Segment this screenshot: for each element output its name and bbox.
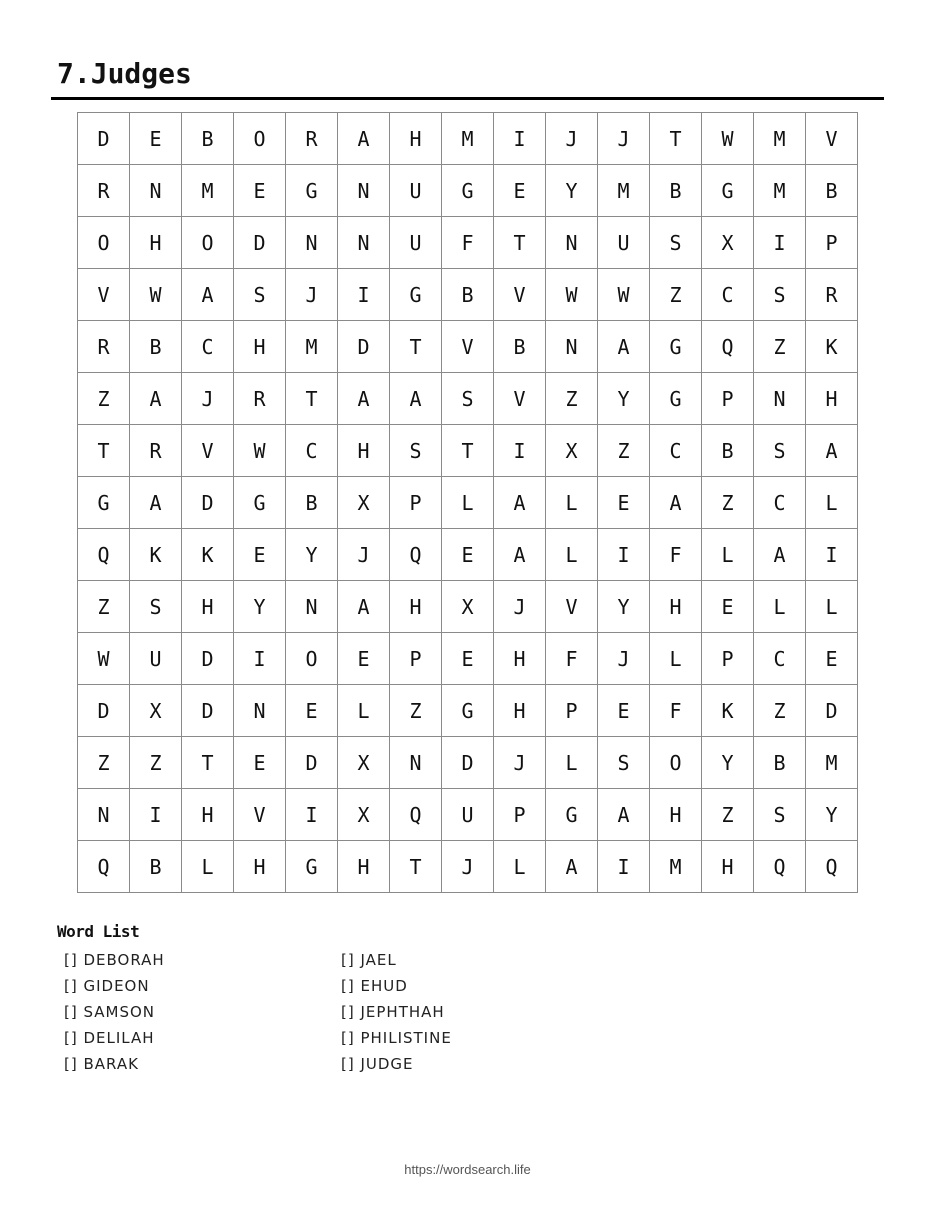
grid-cell: E [130, 113, 182, 165]
grid-cell: J [338, 529, 390, 581]
grid-cell: G [442, 685, 494, 737]
grid-cell: D [182, 685, 234, 737]
grid-row [78, 321, 858, 373]
grid-cell: J [442, 841, 494, 893]
word-list-item: [] EHUD [341, 977, 408, 995]
grid-cell: V [494, 373, 546, 425]
grid-cell: H [494, 685, 546, 737]
grid-cell: N [130, 165, 182, 217]
grid-cell: F [442, 217, 494, 269]
grid-cell: G [546, 789, 598, 841]
grid-cell: H [182, 581, 234, 633]
grid-cell: X [442, 581, 494, 633]
grid-row [78, 165, 858, 217]
grid-row [78, 529, 858, 581]
word-list-item: [] GIDEON [64, 977, 150, 995]
grid-cell: S [754, 269, 806, 321]
grid-cell: B [130, 841, 182, 893]
grid-cell: G [650, 373, 702, 425]
grid-cell: Q [702, 321, 754, 373]
grid-cell: O [286, 633, 338, 685]
grid-cell: J [598, 633, 650, 685]
grid-cell: N [338, 165, 390, 217]
grid-cell: A [390, 373, 442, 425]
grid-cell: A [650, 477, 702, 529]
grid-cell: Q [754, 841, 806, 893]
grid-cell: T [390, 321, 442, 373]
grid-cell: H [234, 321, 286, 373]
grid-cell: Z [78, 373, 130, 425]
grid-cell: G [78, 477, 130, 529]
grid-cell: G [442, 165, 494, 217]
grid-cell: O [78, 217, 130, 269]
grid-cell: H [130, 217, 182, 269]
grid-cell: J [546, 113, 598, 165]
grid-cell: T [442, 425, 494, 477]
grid-cell: O [650, 737, 702, 789]
grid-cell: L [494, 841, 546, 893]
title-divider [51, 97, 884, 100]
grid-cell: L [650, 633, 702, 685]
word-list-item: [] JAEL [341, 951, 397, 969]
grid-cell: N [390, 737, 442, 789]
grid-cell: I [338, 269, 390, 321]
grid-cell: L [546, 529, 598, 581]
grid-cell: H [650, 581, 702, 633]
grid-cell: B [494, 321, 546, 373]
grid-cell: H [650, 789, 702, 841]
grid-cell: N [286, 217, 338, 269]
grid-cell: J [494, 581, 546, 633]
grid-cell: L [806, 477, 858, 529]
grid-cell: M [182, 165, 234, 217]
grid-cell: P [546, 685, 598, 737]
grid-cell: Y [546, 165, 598, 217]
grid-cell: V [546, 581, 598, 633]
grid-cell: T [494, 217, 546, 269]
grid-cell: I [286, 789, 338, 841]
grid-cell: A [754, 529, 806, 581]
grid-cell: M [806, 737, 858, 789]
word-list-item: [] SAMSON [64, 1003, 156, 1021]
grid-cell: Z [390, 685, 442, 737]
grid-cell: G [650, 321, 702, 373]
word-list-item: [] JUDGE [341, 1055, 414, 1073]
grid-cell: N [78, 789, 130, 841]
grid-cell: E [286, 685, 338, 737]
grid-cell: I [806, 529, 858, 581]
grid-cell: H [390, 581, 442, 633]
grid-cell: N [546, 217, 598, 269]
grid-cell: G [286, 841, 338, 893]
grid-cell: L [546, 737, 598, 789]
grid-cell: S [754, 789, 806, 841]
grid-row [78, 633, 858, 685]
grid-cell: Y [234, 581, 286, 633]
grid-cell: R [806, 269, 858, 321]
grid-cell: L [182, 841, 234, 893]
grid-cell: P [702, 373, 754, 425]
grid-cell: L [702, 529, 754, 581]
grid-cell: Z [130, 737, 182, 789]
grid-cell: Z [598, 425, 650, 477]
grid-cell: R [130, 425, 182, 477]
grid-cell: B [182, 113, 234, 165]
grid-cell: E [702, 581, 754, 633]
grid-cell: H [806, 373, 858, 425]
grid-cell: D [338, 321, 390, 373]
grid-cell: S [390, 425, 442, 477]
word-search-grid [77, 112, 858, 893]
grid-cell: U [598, 217, 650, 269]
grid-cell: A [338, 581, 390, 633]
word-list-item: [] BARAK [64, 1055, 139, 1073]
grid-cell: Z [650, 269, 702, 321]
grid-cell: D [234, 217, 286, 269]
grid-cell: T [182, 737, 234, 789]
grid-cell: K [702, 685, 754, 737]
grid-cell: S [442, 373, 494, 425]
grid-cell: S [130, 581, 182, 633]
grid-cell: D [78, 685, 130, 737]
grid-cell: B [702, 425, 754, 477]
grid-cell: D [182, 633, 234, 685]
grid-cell: I [494, 113, 546, 165]
grid-cell: D [806, 685, 858, 737]
grid-cell: B [806, 165, 858, 217]
grid-cell: I [598, 841, 650, 893]
grid-cell: M [650, 841, 702, 893]
grid-cell: I [598, 529, 650, 581]
grid-cell: T [390, 841, 442, 893]
word-list-heading: Word List [57, 922, 140, 941]
grid-cell: Y [286, 529, 338, 581]
grid-row [78, 217, 858, 269]
grid-cell: V [494, 269, 546, 321]
grid-cell: H [338, 425, 390, 477]
grid-cell: E [234, 737, 286, 789]
grid-row [78, 269, 858, 321]
grid-cell: X [130, 685, 182, 737]
grid-cell: O [234, 113, 286, 165]
grid-cell: E [442, 633, 494, 685]
grid-cell: Y [598, 581, 650, 633]
grid-cell: R [78, 165, 130, 217]
grid-cell: V [78, 269, 130, 321]
grid-cell: W [78, 633, 130, 685]
grid-cell: U [390, 165, 442, 217]
grid-cell: E [338, 633, 390, 685]
grid-cell: I [130, 789, 182, 841]
grid-cell: W [130, 269, 182, 321]
word-list-right-column [341, 950, 452, 1080]
grid-cell: L [546, 477, 598, 529]
grid-cell: W [702, 113, 754, 165]
grid-cell: H [494, 633, 546, 685]
grid-cell: I [234, 633, 286, 685]
grid-cell: E [234, 529, 286, 581]
grid-cell: E [234, 165, 286, 217]
grid-cell: E [442, 529, 494, 581]
grid-cell: Q [78, 841, 130, 893]
grid-cell: Q [806, 841, 858, 893]
grid-cell: C [754, 633, 806, 685]
grid-cell: G [390, 269, 442, 321]
grid-cell: I [494, 425, 546, 477]
grid-cell: Q [390, 789, 442, 841]
grid-cell: H [182, 789, 234, 841]
grid-cell: V [806, 113, 858, 165]
grid-cell: S [234, 269, 286, 321]
page-title: 7.Judges [57, 57, 192, 90]
word-list-item: [] JEPHTHAH [341, 1003, 445, 1021]
grid-cell: V [182, 425, 234, 477]
grid-cell: M [286, 321, 338, 373]
grid-cell: L [338, 685, 390, 737]
grid-row [78, 113, 858, 165]
grid-cell: E [494, 165, 546, 217]
grid-cell: A [130, 373, 182, 425]
grid-cell: J [494, 737, 546, 789]
grid-row [78, 737, 858, 789]
grid-cell: U [130, 633, 182, 685]
grid-cell: U [390, 217, 442, 269]
grid-cell: X [338, 737, 390, 789]
grid-cell: H [338, 841, 390, 893]
grid-cell: X [338, 789, 390, 841]
grid-cell: D [78, 113, 130, 165]
grid-cell: A [494, 477, 546, 529]
grid-row [78, 841, 858, 893]
grid-cell: B [650, 165, 702, 217]
grid-cell: X [546, 425, 598, 477]
word-list-item: [] PHILISTINE [341, 1029, 452, 1047]
grid-cell: I [754, 217, 806, 269]
grid-cell: P [390, 477, 442, 529]
grid-cell: P [806, 217, 858, 269]
grid-cell: T [286, 373, 338, 425]
grid-cell: X [338, 477, 390, 529]
grid-cell: Z [546, 373, 598, 425]
grid-cell: R [286, 113, 338, 165]
grid-cell: T [78, 425, 130, 477]
grid-cell: V [234, 789, 286, 841]
grid-cell: D [182, 477, 234, 529]
grid-row [78, 685, 858, 737]
grid-cell: J [182, 373, 234, 425]
word-list-item: [] DEBORAH [64, 951, 165, 969]
grid-cell: W [598, 269, 650, 321]
grid-cell: M [754, 165, 806, 217]
grid-cell: A [598, 789, 650, 841]
grid-cell: O [182, 217, 234, 269]
grid-cell: P [494, 789, 546, 841]
grid-cell: F [650, 529, 702, 581]
grid-cell: S [598, 737, 650, 789]
grid-cell: M [442, 113, 494, 165]
grid-cell: F [650, 685, 702, 737]
grid-cell: G [702, 165, 754, 217]
grid-cell: F [546, 633, 598, 685]
grid-cell: P [702, 633, 754, 685]
grid-cell: G [286, 165, 338, 217]
grid-cell: N [286, 581, 338, 633]
grid-cell: Z [78, 737, 130, 789]
grid-cell: Q [390, 529, 442, 581]
grid-cell: S [650, 217, 702, 269]
grid-cell: W [234, 425, 286, 477]
grid-cell: N [234, 685, 286, 737]
grid-cell: X [702, 217, 754, 269]
grid-row [78, 581, 858, 633]
grid-cell: S [754, 425, 806, 477]
grid-cell: L [806, 581, 858, 633]
grid-cell: Y [702, 737, 754, 789]
footer-url: https://wordsearch.life [404, 1162, 531, 1177]
grid-row [78, 373, 858, 425]
grid-row [78, 477, 858, 529]
grid-cell: D [286, 737, 338, 789]
grid-cell: E [598, 685, 650, 737]
grid-cell: Y [806, 789, 858, 841]
grid-cell: A [598, 321, 650, 373]
word-list-left-column [64, 950, 165, 1080]
grid-cell: B [286, 477, 338, 529]
grid-cell: G [234, 477, 286, 529]
grid-cell: B [754, 737, 806, 789]
grid-cell: M [754, 113, 806, 165]
grid-cell: K [130, 529, 182, 581]
grid-cell: A [338, 373, 390, 425]
grid-cell: N [754, 373, 806, 425]
grid-cell: T [650, 113, 702, 165]
grid-cell: L [754, 581, 806, 633]
grid-cell: W [546, 269, 598, 321]
grid-cell: B [442, 269, 494, 321]
grid-cell: H [390, 113, 442, 165]
grid-cell: E [598, 477, 650, 529]
grid-cell: K [806, 321, 858, 373]
grid-cell: K [182, 529, 234, 581]
grid-row [78, 789, 858, 841]
grid-cell: C [286, 425, 338, 477]
grid-cell: C [182, 321, 234, 373]
grid-cell: Z [702, 789, 754, 841]
grid-cell: U [442, 789, 494, 841]
grid-cell: A [546, 841, 598, 893]
grid-cell: C [754, 477, 806, 529]
grid-cell: Z [702, 477, 754, 529]
grid-cell: Z [754, 685, 806, 737]
grid-cell: R [234, 373, 286, 425]
grid-cell: P [390, 633, 442, 685]
grid-cell: C [702, 269, 754, 321]
grid-cell: H [702, 841, 754, 893]
grid-cell: A [494, 529, 546, 581]
grid-cell: M [598, 165, 650, 217]
grid-cell: Z [754, 321, 806, 373]
grid-cell: A [130, 477, 182, 529]
grid-cell: C [650, 425, 702, 477]
grid-cell: A [806, 425, 858, 477]
grid-cell: H [234, 841, 286, 893]
grid-cell: L [442, 477, 494, 529]
word-list-item: [] DELILAH [64, 1029, 155, 1047]
grid-cell: Q [78, 529, 130, 581]
grid-cell: B [130, 321, 182, 373]
grid-cell: J [598, 113, 650, 165]
grid-cell: V [442, 321, 494, 373]
grid-cell: A [182, 269, 234, 321]
grid-cell: J [286, 269, 338, 321]
grid-cell: R [78, 321, 130, 373]
grid-cell: D [442, 737, 494, 789]
grid-cell: Z [78, 581, 130, 633]
grid-cell: A [338, 113, 390, 165]
grid-cell: E [806, 633, 858, 685]
grid-row [78, 425, 858, 477]
grid-cell: N [338, 217, 390, 269]
grid-cell: N [546, 321, 598, 373]
grid-cell: Y [598, 373, 650, 425]
